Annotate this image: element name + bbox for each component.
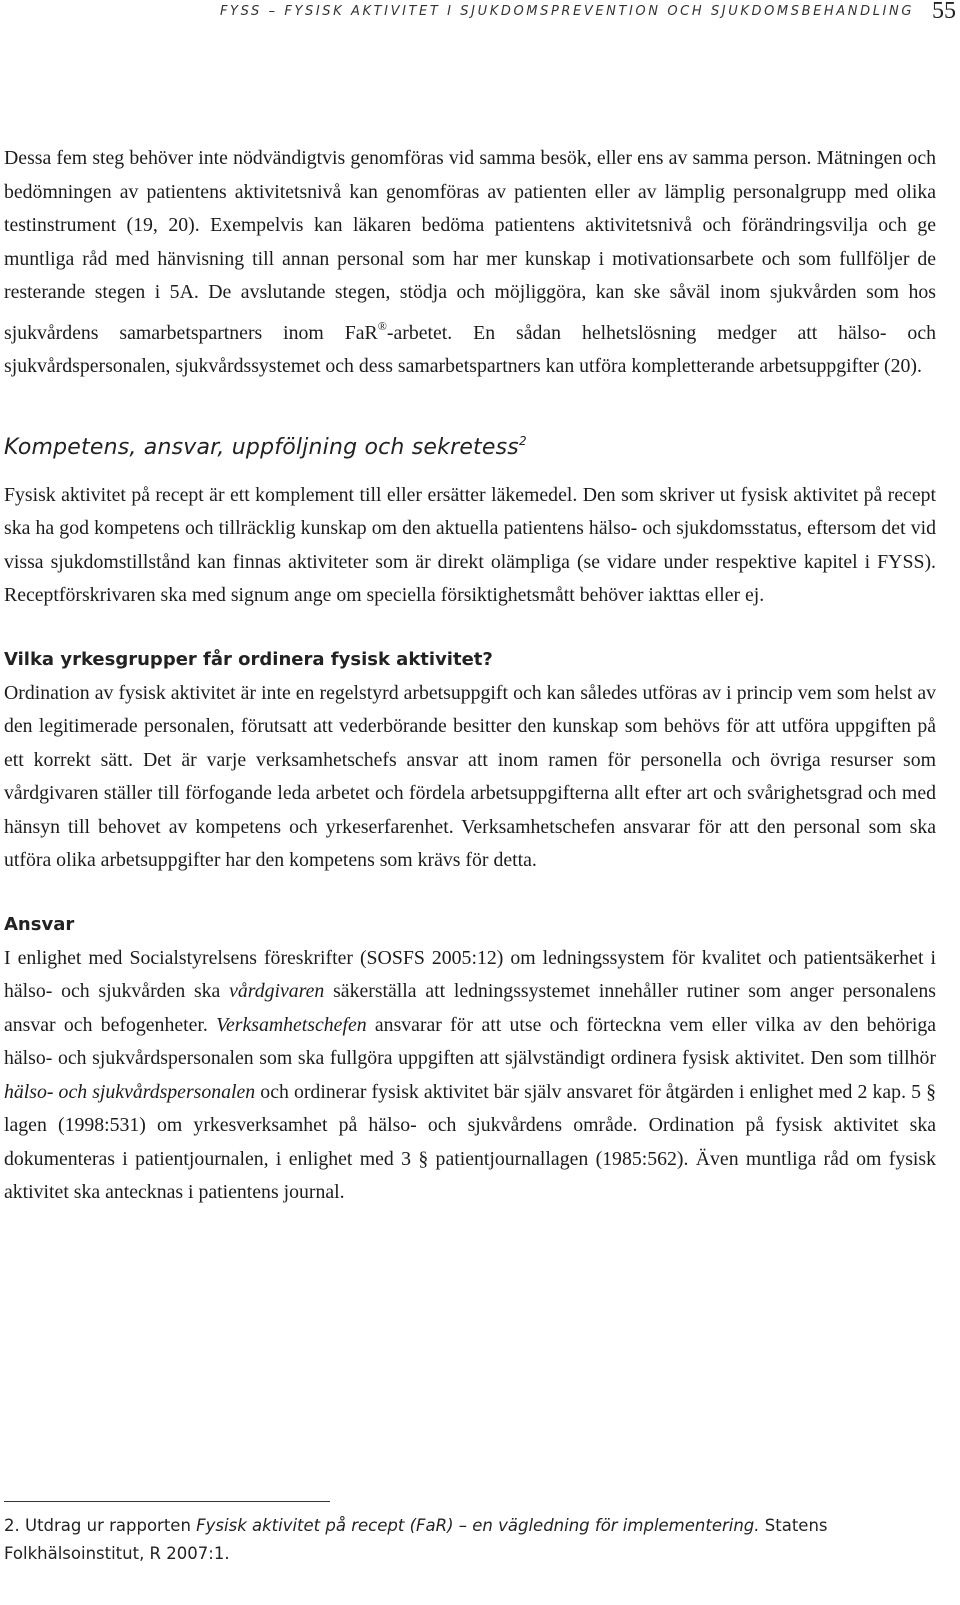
ansvar-text-b: säkerställa att ledningssystemet innehåller rutiner som anger personalens ansvar och befogenheter.	[4, 980, 936, 1036]
footnote-reference: 2	[518, 433, 527, 448]
intro-paragraph	[4, 142, 936, 384]
ansvar-emphasis-personalen: hälso- och sjukvårdspersonalen	[4, 1080, 256, 1103]
intro-text-part1: Dessa fem steg behöver inte nödvändigtvis genomföras vid samma besök, eller ens av samma person. Mätningen och bedömningen av patientens aktivitetsnivå kan genomföras av patienten eller av lämplig personalgrupp med olika testinstrument (19, 20). Exempelvis kan läkaren bedöma patientens aktivitetsnivå och förändringsvilja och ge muntliga råd med hänvisning till annan personal som har mer kunskap i motivationsarbete och som fullföljer de resterande stegen i 5A. De avslutande stegen, stödja och möjliggöra, kan ske såväl inom sjukvården som hos sjukvårdens samarbetspartners inom FaR	[4, 147, 936, 344]
section-heading	[4, 426, 936, 463]
page-number: 55	[932, 0, 956, 24]
page-body	[4, 142, 936, 1210]
footnote-prefix: 2. Utdrag ur rapporten	[4, 1516, 197, 1535]
ansvar-text-d: och ordinerar fysisk aktivitet bär själv ansvaret för åtgärden i enlighet med 2 kap. 5 § lagen (1998:531) om yrkesverksamhet på hälso- och sjukvårdens område. Ordination på fysisk aktivitet ska dokumenteras i patientjournalen, i enlighet med 3 § patientjournallagen (1985:562). Även muntliga råd om fysisk aktivitet ska antecknas i patientens journal.	[4, 1080, 936, 1203]
footnote-report-title: Fysisk aktivitet på recept (FaR) – en vägledning för implementering.	[196, 1516, 760, 1535]
intro-text-part2: -arbetet. En sådan helhetslösning medger att hälso- och sjukvårdspersonalen, sjukvårdssystemet och dess samarbetspartners kan utföra kompletterande arbetsuppgifter (20).	[4, 321, 936, 377]
footnote-divider	[4, 1501, 330, 1502]
ansvar-emphasis-verksamhetschefen: Verksamhetschefen	[216, 1013, 367, 1036]
professions-paragraph: Ordination av fysisk aktivitet är inte en regelstyrd arbetsuppgift och kan således utföras av i princip vem som helst av den legitimerade personalen, förutsatt att vederbörande besitter den kunskap som behövs för att utföra uppgiften på ett korrekt sätt. Det är varje verksamhetschefs ansvar att inom ramen för personella och övriga resurser som vårdgivaren ställer till förfogande leda arbetet och fördela arbetsuppgifterna allt efter art och svårighetsgrad och med hänsyn till behovet av kompetens och yrkeserfarenhet. Verksamhetschefen ansvarar för att den personal som ska utföra olika arbetsuppgifter har den kompetens som krävs för detta.	[4, 681, 936, 871]
ansvar-text-a: I enlighet med Socialstyrelsens föreskrifter (SOSFS 2005:12) om ledningssystem för kvalitet och patientsäkerhet i hälso- och sjukvården ska	[4, 946, 936, 1002]
footnote-suffix: Statens Folkhälsoinstitut, R 2007:1.	[4, 1516, 828, 1563]
registered-mark: ®	[377, 318, 387, 333]
ansvar-text-c: ansvarar för att utse och förteckna vem eller vilka av den behöriga hälso- och sjukvårdspersonalen som ska fullgöra uppgiften att självständigt ordinera fysisk aktivitet. Den som tillhör	[4, 1013, 937, 1069]
footnote	[4, 1512, 936, 1568]
section-paragraph: Fysisk aktivitet på recept är ett komplement till eller ersätter läkemedel. Den som skriver ut fysisk aktivitet på recept ska ha god kompetens och tillräcklig kunskap om den aktuella patientens hälso- och sjukdomsstatus, eftersom det vid vissa sjukdomstillstånd kan finnas aktiviteter som är direkt olämpliga (se vidare under respektive kapitel i FYSS). Receptförskrivaren ska med signum ange om speciella försiktighetsmått behöver iakttas eller ej.	[4, 483, 936, 606]
ansvar-paragraph	[4, 942, 936, 1210]
running-title: FYSS – FYSISK AKTIVITET I SJUKDOMSPREVENTION OCH SJUKDOMSBEHANDLING	[219, 4, 914, 19]
subsection-heading-professions: Vilka yrkesgrupper får ordinera fysisk aktivitet?	[4, 648, 493, 670]
running-header	[0, 0, 960, 24]
ansvar-emphasis-vardgivaren: vårdgivaren	[229, 980, 325, 1002]
section-heading-text: Kompetens, ansvar, uppföljning och sekretess	[4, 434, 519, 460]
subsection-heading-ansvar: Ansvar	[4, 913, 75, 935]
